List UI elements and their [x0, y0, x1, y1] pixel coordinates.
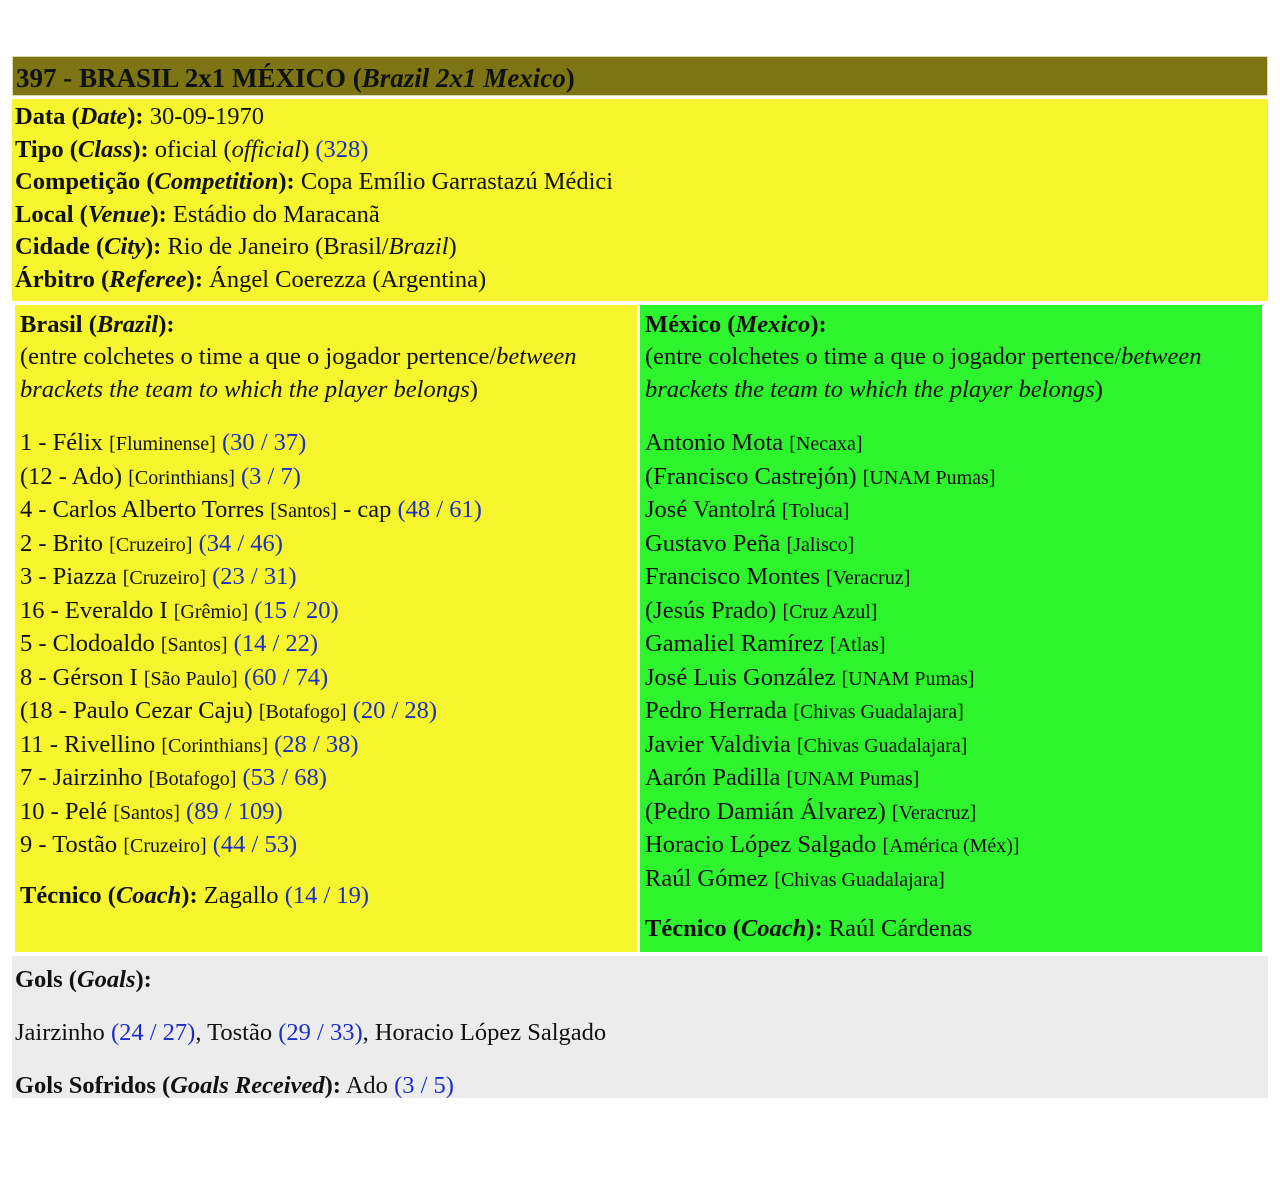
list-item [20, 595, 633, 629]
player-club: [Cruzeiro] [122, 567, 207, 590]
list-item [20, 461, 633, 495]
player-club: [UNAM Pumas] [786, 768, 920, 791]
player-name: 9 - Tostão [20, 831, 118, 859]
goals-received: Gols Sofridos (Goals Received): Ado (3 / 5) [15, 1071, 454, 1099]
player-club: [Necaxa] [789, 433, 863, 456]
list-item [645, 662, 1258, 696]
class-stat-link[interactable]: (328) [315, 135, 369, 163]
player-club: [São Paulo] [143, 667, 238, 690]
player-stat-link[interactable]: (15 / 20) [254, 596, 339, 624]
player-club: [América (Méx)] [882, 835, 1020, 858]
list-item [645, 427, 1258, 461]
list-item [645, 561, 1258, 595]
player-name: Aarón Padilla [645, 764, 781, 792]
player-stat-link[interactable]: (30 / 37) [221, 429, 307, 457]
brazil-player-list [20, 427, 633, 863]
player-name: (12 - Ado) [20, 462, 123, 490]
referee-row: Árbitro (Referee): Ángel Coerezza (Argentina) [15, 265, 487, 293]
goals-label: Gols (Goals): [15, 965, 152, 993]
player-club: [Cruzeiro] [123, 835, 207, 858]
brazil-header: Brasil (Brazil): [20, 310, 175, 338]
player-club: [UNAM Pumas] [862, 466, 996, 489]
list-item [20, 427, 633, 461]
list-item [645, 695, 1258, 729]
scorer-stat-link[interactable]: (24 / 27) [110, 1018, 196, 1046]
player-club: [UNAM Pumas] [841, 667, 975, 690]
list-item [645, 461, 1258, 495]
player-name: Horacio López Salgado [645, 831, 877, 859]
title-close: ) [565, 63, 575, 93]
title-english: Brazil 2x1 Mexico [361, 63, 566, 93]
player-stat-link[interactable]: (28 / 38) [274, 730, 359, 758]
player-name: Francisco Montes [645, 563, 820, 591]
list-item [645, 595, 1258, 629]
player-name: (18 - Paulo Cezar Caju) [20, 697, 253, 725]
player-club: [Corinthians] [128, 466, 235, 489]
brazil-coach-stat-link[interactable]: (14 / 19) [284, 881, 370, 909]
list-item [20, 829, 633, 863]
player-name: José Luis González [645, 663, 836, 691]
scorer-stat-link[interactable]: (29 / 33) [278, 1018, 363, 1046]
player-name: 8 - Gérson I [20, 663, 138, 691]
player-name: 16 - Everaldo I [20, 596, 168, 624]
list-item [645, 528, 1258, 562]
player-stat-link[interactable]: (53 / 68) [242, 764, 327, 792]
match-title [12, 56, 1268, 96]
list-item [20, 796, 633, 830]
match-record [12, 56, 1268, 1098]
goal-scorers: Jairzinho (24 / 27), Tostão (29 / 33), Horacio López Salgado [15, 1018, 607, 1046]
player-name: 4 - Carlos Alberto Torres [20, 496, 265, 524]
player-name: 2 - Brito [20, 529, 104, 557]
player-name: 1 - Félix [20, 429, 104, 457]
mexico-lineup [640, 305, 1262, 952]
player-name: 7 - Jairzinho [20, 764, 143, 792]
player-stat-link[interactable]: (20 / 28) [352, 697, 438, 725]
brazil-lineup [15, 305, 637, 952]
player-club: [Chivas Guadalajara] [774, 868, 945, 891]
player-club: [Atlas] [830, 634, 886, 657]
player-stat-link[interactable]: (48 / 61) [397, 496, 482, 524]
date-value: 30-09-1970 [149, 103, 265, 130]
player-name: (Pedro Damián Álvarez) [645, 797, 886, 825]
list-item [645, 628, 1258, 662]
match-info [12, 99, 1268, 301]
mexico-coach: Técnico (Coach): Raúl Cárdenas [645, 915, 973, 943]
player-stat-link[interactable]: (60 / 74) [243, 663, 329, 691]
player-name: (Francisco Castrejón) [645, 462, 857, 490]
list-item [645, 829, 1258, 863]
player-name: 10 - Pelé [20, 797, 108, 825]
class-row: Tipo (Class): oficial (official) (328) [15, 135, 369, 163]
brazil-coach: Técnico (Coach): Zagallo (14 / 19) [20, 881, 370, 909]
player-stat-link[interactable]: (14 / 22) [233, 630, 319, 658]
player-name: Pedro Herrada [645, 697, 788, 725]
lineups [12, 305, 1268, 952]
list-item [20, 494, 633, 528]
player-stat-link[interactable]: (3 / 7) [240, 462, 301, 490]
mexico-note: (entre colchetes o time a que o jogador pertence/between brackets the team to which the player belongs) [645, 343, 1202, 403]
list-item [20, 762, 633, 796]
player-club: [Botafogo] [258, 701, 347, 724]
goals-section [12, 956, 1268, 1098]
player-name: Raúl Gómez [645, 864, 769, 892]
player-name: 11 - Rivellino [20, 730, 156, 758]
venue-row: Local (Venue): Estádio do Maracanã [15, 200, 380, 228]
player-name: José Vantolrá [645, 496, 776, 524]
player-club: [Botafogo] [148, 768, 237, 791]
list-item [20, 628, 633, 662]
player-stat-link[interactable]: (23 / 31) [212, 563, 297, 591]
list-item [20, 662, 633, 696]
brazil-note: (entre colchetes o time a que o jogador pertence/between brackets the team to which the player belongs) [20, 343, 577, 403]
city-row: Cidade (City): Rio de Janeiro (Brasil/Brazil) [15, 233, 457, 261]
player-name: (Jesús Prado) [645, 596, 777, 624]
referee-value: Ángel Coerezza (Argentina) [209, 265, 487, 293]
player-club: [Santos] [113, 801, 180, 824]
player-name: Antonio Mota [645, 429, 784, 457]
player-stat-link[interactable]: (44 / 53) [212, 831, 298, 859]
player-club: [Jalisco] [786, 533, 855, 556]
player-club: [Cruz Azul] [782, 600, 878, 623]
venue-value: Estádio do Maracanã [172, 200, 380, 228]
mexico-header: México (Mexico): [645, 310, 827, 338]
player-club: [Cruzeiro] [109, 533, 193, 556]
list-item [20, 561, 633, 595]
player-club: [Toluca] [782, 500, 850, 523]
title-text: 397 - BRASIL 2x1 MÉXICO ( [16, 63, 362, 93]
competition-row: Competição (Competition): Copa Emílio Garrastazú Médici [15, 168, 614, 196]
player-name: Gustavo Peña [645, 529, 781, 557]
player-club: [Santos] [160, 634, 228, 657]
player-club: [Veracruz] [891, 801, 977, 824]
date-row: Data (Date): 30-09-1970 [15, 103, 265, 130]
list-item [20, 695, 633, 729]
mexico-player-list [645, 427, 1258, 896]
player-name: 5 - Clodoaldo [20, 630, 155, 658]
player-club: [Chivas Guadalajara] [796, 734, 968, 757]
competition-value: Copa Emílio Garrastazú Médici [300, 168, 614, 196]
captain-mark: - cap [343, 496, 392, 524]
player-stat-link[interactable]: (34 / 46) [198, 529, 283, 557]
list-item [645, 494, 1258, 528]
list-item [20, 729, 633, 763]
player-name: Gamaliel Ramírez [645, 630, 824, 658]
list-item [20, 528, 633, 562]
list-item [645, 762, 1258, 796]
player-name: 3 - Piazza [20, 563, 117, 591]
received-stat-link[interactable]: (3 / 5) [394, 1071, 454, 1099]
player-name: Javier Valdivia [645, 730, 791, 758]
player-stat-link[interactable]: (89 / 109) [186, 797, 283, 825]
player-club: [Fluminense] [109, 433, 216, 456]
list-item [645, 729, 1258, 763]
player-club: [Grêmio] [173, 600, 249, 623]
list-item [645, 863, 1258, 897]
player-club: [Veracruz] [826, 567, 911, 590]
player-club: [Chivas Guadalajara] [793, 701, 964, 724]
list-item [645, 796, 1258, 830]
player-club: [Corinthians] [161, 734, 268, 757]
player-club: [Santos] [270, 500, 337, 523]
